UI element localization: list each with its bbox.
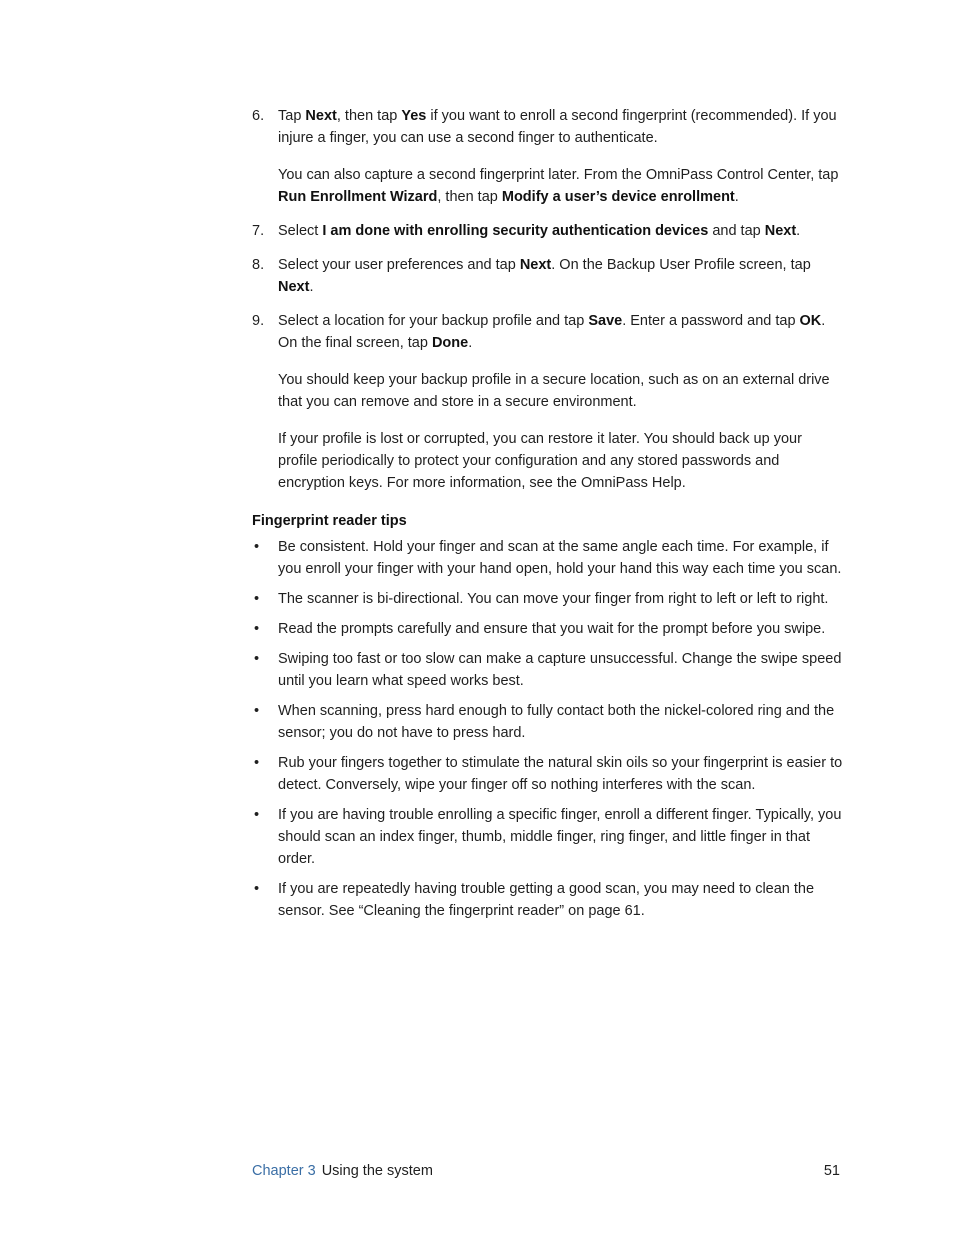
- ui-term-next: Next: [764, 223, 797, 239]
- step-6: [252, 105, 844, 208]
- step-number: 9.: [252, 313, 265, 329]
- ui-term-yes: Yes: [401, 108, 427, 124]
- step-number: 7.: [252, 223, 265, 239]
- ui-term-modify-enrollment: Modify a user’s device enrollment: [501, 189, 735, 205]
- step-number: 8.: [252, 257, 265, 273]
- step-text: Select your user preferences and tap Next. On the Backup User Profile screen, tap Next.: [278, 257, 811, 295]
- step-text: Tap Next, then tap Yes if you want to enroll a second fingerprint (recommended). If you injure a finger, you can use a second finger to authenticate.: [278, 108, 837, 146]
- step-text: Select a location for your backup profile and tap Save. Enter a password and tap OK. On the final screen, tap Done.: [278, 313, 826, 351]
- bullet: •: [254, 881, 260, 897]
- step-note: You should keep your backup profile in a secure location, such as on an external drive that you can remove and store in a secure environment.: [278, 372, 830, 410]
- section-heading: Fingerprint reader tips: [252, 513, 407, 529]
- bullet: •: [254, 591, 260, 607]
- ui-term-next: Next: [519, 257, 552, 273]
- tips-list: [252, 536, 844, 922]
- page-footer: [252, 1160, 844, 1182]
- bullet: •: [254, 621, 260, 637]
- list-item: • If you are having trouble enrolling a specific finger, enroll a different finger. Typically, you should scan an index finger, thumb, middle finger, ring finger, and little finger in that order.: [252, 804, 844, 870]
- ui-term-done-enrolling: I am done with enrolling security authentication devices: [322, 223, 709, 239]
- step-text: Select I am done with enrolling security authentication devices and tap Next.: [278, 223, 801, 239]
- step-9: [252, 310, 844, 494]
- step-note: You can also capture a second fingerprint later. From the OmniPass Control Center, tap Run Enrollment Wizard, then tap Modify a user’s device enrollment.: [278, 167, 839, 205]
- section-title: Using the system: [321, 1163, 433, 1179]
- ui-term-done: Done: [431, 335, 469, 351]
- step-note: If your profile is lost or corrupted, you can restore it later. You should back up your profile periodically to protect your configuration and any stored passwords and encryption keys. For more information, see the OmniPass Help.: [278, 431, 802, 491]
- bullet: •: [254, 807, 260, 823]
- list-item: • When scanning, press hard enough to fully contact both the nickel-colored ring and the sensor; you do not have to press hard.: [252, 700, 844, 744]
- bullet: •: [254, 755, 260, 771]
- ui-term-save: Save: [588, 313, 623, 329]
- ui-term-next: Next: [305, 108, 337, 124]
- step-7: [252, 220, 844, 242]
- bullet: •: [254, 539, 260, 555]
- list-item: • Be consistent. Hold your finger and scan at the same angle each time. For example, if you enroll your finger with your hand open, hold your hand this way each time you scan.: [252, 536, 844, 580]
- ui-term-next: Next: [278, 279, 310, 295]
- list-item: • Swiping too fast or too slow can make a capture unsuccessful. Change the swipe speed until you learn what speed works best.: [252, 648, 844, 692]
- list-item: • Read the prompts carefully and ensure that you wait for the prompt before you swipe.: [252, 618, 844, 640]
- list-item: • If you are repeatedly having trouble getting a good scan, you may need to clean the sensor. See “Cleaning the fingerprint reader” on page 61.: [252, 878, 844, 922]
- chapter-label: Chapter 3: [252, 1163, 316, 1179]
- ui-term-run-enrollment-wizard: Run Enrollment Wizard: [278, 189, 438, 205]
- bullet: •: [254, 703, 260, 719]
- list-item: • Rub your fingers together to stimulate the natural skin oils so your fingerprint is easier to detect. Conversely, wipe your finger off so nothing interferes with the scan.: [252, 752, 844, 796]
- step-number: 6.: [252, 108, 265, 124]
- page-number: 51: [823, 1163, 840, 1179]
- bullet: •: [254, 651, 260, 667]
- list-item: • The scanner is bi-directional. You can move your finger from right to left or left to right.: [252, 588, 844, 610]
- ui-term-ok: OK: [799, 313, 822, 329]
- page-content: [252, 105, 844, 930]
- step-8: [252, 254, 844, 298]
